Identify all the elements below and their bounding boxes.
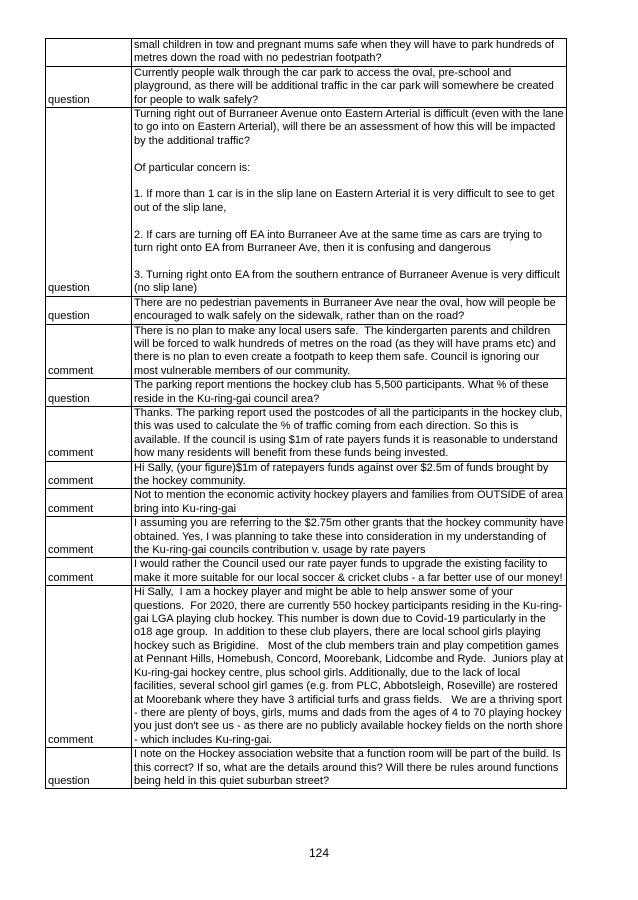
table-row (46, 39, 567, 67)
row-type: comment (46, 406, 132, 461)
row-text: There are no pedestrian pavements in Burraneer Ave near the oval, how will people be encouraged to walk safely on the sidewalk, rather than on the road? (132, 296, 567, 324)
table-row (46, 558, 567, 586)
table-row (46, 379, 567, 407)
row-text: Currently people walk through the car park to access the oval, pre-school and playground, as there will be additional traffic in the car park will somewhere be created for people to walk safely? (132, 66, 567, 107)
table-row (46, 517, 567, 558)
row-type: comment (46, 324, 132, 379)
row-text: I note on the Hockey association website that a function room will be part of the build. Is this correct? If so, what are the details around this? Will there be rules around functions being held in this quiet suburban street? (132, 748, 567, 789)
table-row (46, 324, 567, 379)
feedback-table (45, 38, 567, 789)
row-type: question (46, 748, 132, 789)
row-type: question (46, 66, 132, 107)
table-row (46, 748, 567, 789)
table-row (46, 461, 567, 489)
row-text: small children in tow and pregnant mums safe when they will have to park hundreds of metres down the road with no pedestrian footpath? (132, 39, 567, 67)
row-type: comment (46, 461, 132, 489)
page-number: 124 (308, 846, 330, 860)
row-type: comment (46, 586, 132, 748)
row-text: The parking report mentions the hockey club has 5,500 participants. What % of these reside in the Ku-ring-gai council area? (132, 379, 567, 407)
row-text: Hi Sally, I am a hockey player and might be able to help answer some of your questions. For 2020, there are currently 550 hockey participants residing in the Ku-ring-gai LGA playing club hockey. This number is down due to Covid-19 particularly in the o18 age group. In addition to these club players, there are local school girls playing hockey such as Brigidine. Most of the club members train and play competition games at Pennant Hills, Homebush, Concord, Moorebank, Lidcombe and Ryde. Juniors play at Ku-ring-gai hockey centre, plus school girls. Additionally, due to the lack of local facilities, several school girl games (e.g. from PLC, Abbotsleigh, Roseville) are rostered at Moorebank where they have 3 artificial turfs and grass fields. We are a thriving sport - there are plenty of boys, girls, mums and dads from the ages of 4 to 70 playing hockey you just don't see us - as there are no publicly available hockey fields on the north shore - which includes Ku-ring-gai. (132, 586, 567, 748)
table-row (46, 489, 567, 517)
table-row (46, 406, 567, 461)
row-type: comment (46, 558, 132, 586)
table-row (46, 296, 567, 324)
row-text: Hi Sally, (your figure)$1m of ratepayers funds against over $2.5m of funds brought by the hockey community. (132, 461, 567, 489)
row-type: comment (46, 517, 132, 558)
row-type: comment (46, 489, 132, 517)
row-type: question (46, 379, 132, 407)
row-type: question (46, 296, 132, 324)
row-text: I assuming you are referring to the $2.75m other grants that the hockey community have obtained. Yes, I was planning to take these into consideration in my understanding of the Ku-ring-gai councils contribution v. usage by rate payers (132, 517, 567, 558)
table-row (46, 108, 567, 297)
table-row (46, 66, 567, 107)
row-type: question (46, 108, 132, 297)
row-text: Not to mention the economic activity hockey players and families from OUTSIDE of area bring into Ku-ring-gai (132, 489, 567, 517)
table-row (46, 586, 567, 748)
row-text: Turning right out of Burraneer Avenue onto Eastern Arterial is difficult (even with the lane to go into on Eastern Arterial), will there be an assessment of how this will be impacted by the additional traffic? Of particular concern is: 1. If more than 1 car is in the slip lane on Eastern Arterial it is very difficult to see to get out of the slip lane, 2. If cars are turning off EA into Burraneer Ave at the same time as cars are trying to turn right onto EA from Burraneer Ave, then it is confusing and dangerous 3. Turning right onto EA from the southern entrance of Burraneer Avenue is very difficult (no slip lane) (132, 108, 567, 297)
row-text: Thanks. The parking report used the postcodes of all the participants in the hockey club, this was used to calculate the % of traffic coming from each direction. So this is available. If the council is using $1m of rate payers funds it is reasonable to understand how many residents will benefit from these funds being invested. (132, 406, 567, 461)
row-type (46, 39, 132, 67)
row-text: I would rather the Council used our rate payer funds to upgrade the existing facility to make it more suitable for our local soccer & cricket clubs - a far better use of our money! (132, 558, 567, 586)
row-text: There is no plan to make any local users safe. The kindergarten parents and children will be forced to walk hundreds of metres on the road (as they will have prams etc) and there is no plan to even create a footpath to keep them safe. Council is ignoring our most vulnerable members of our community. (132, 324, 567, 379)
